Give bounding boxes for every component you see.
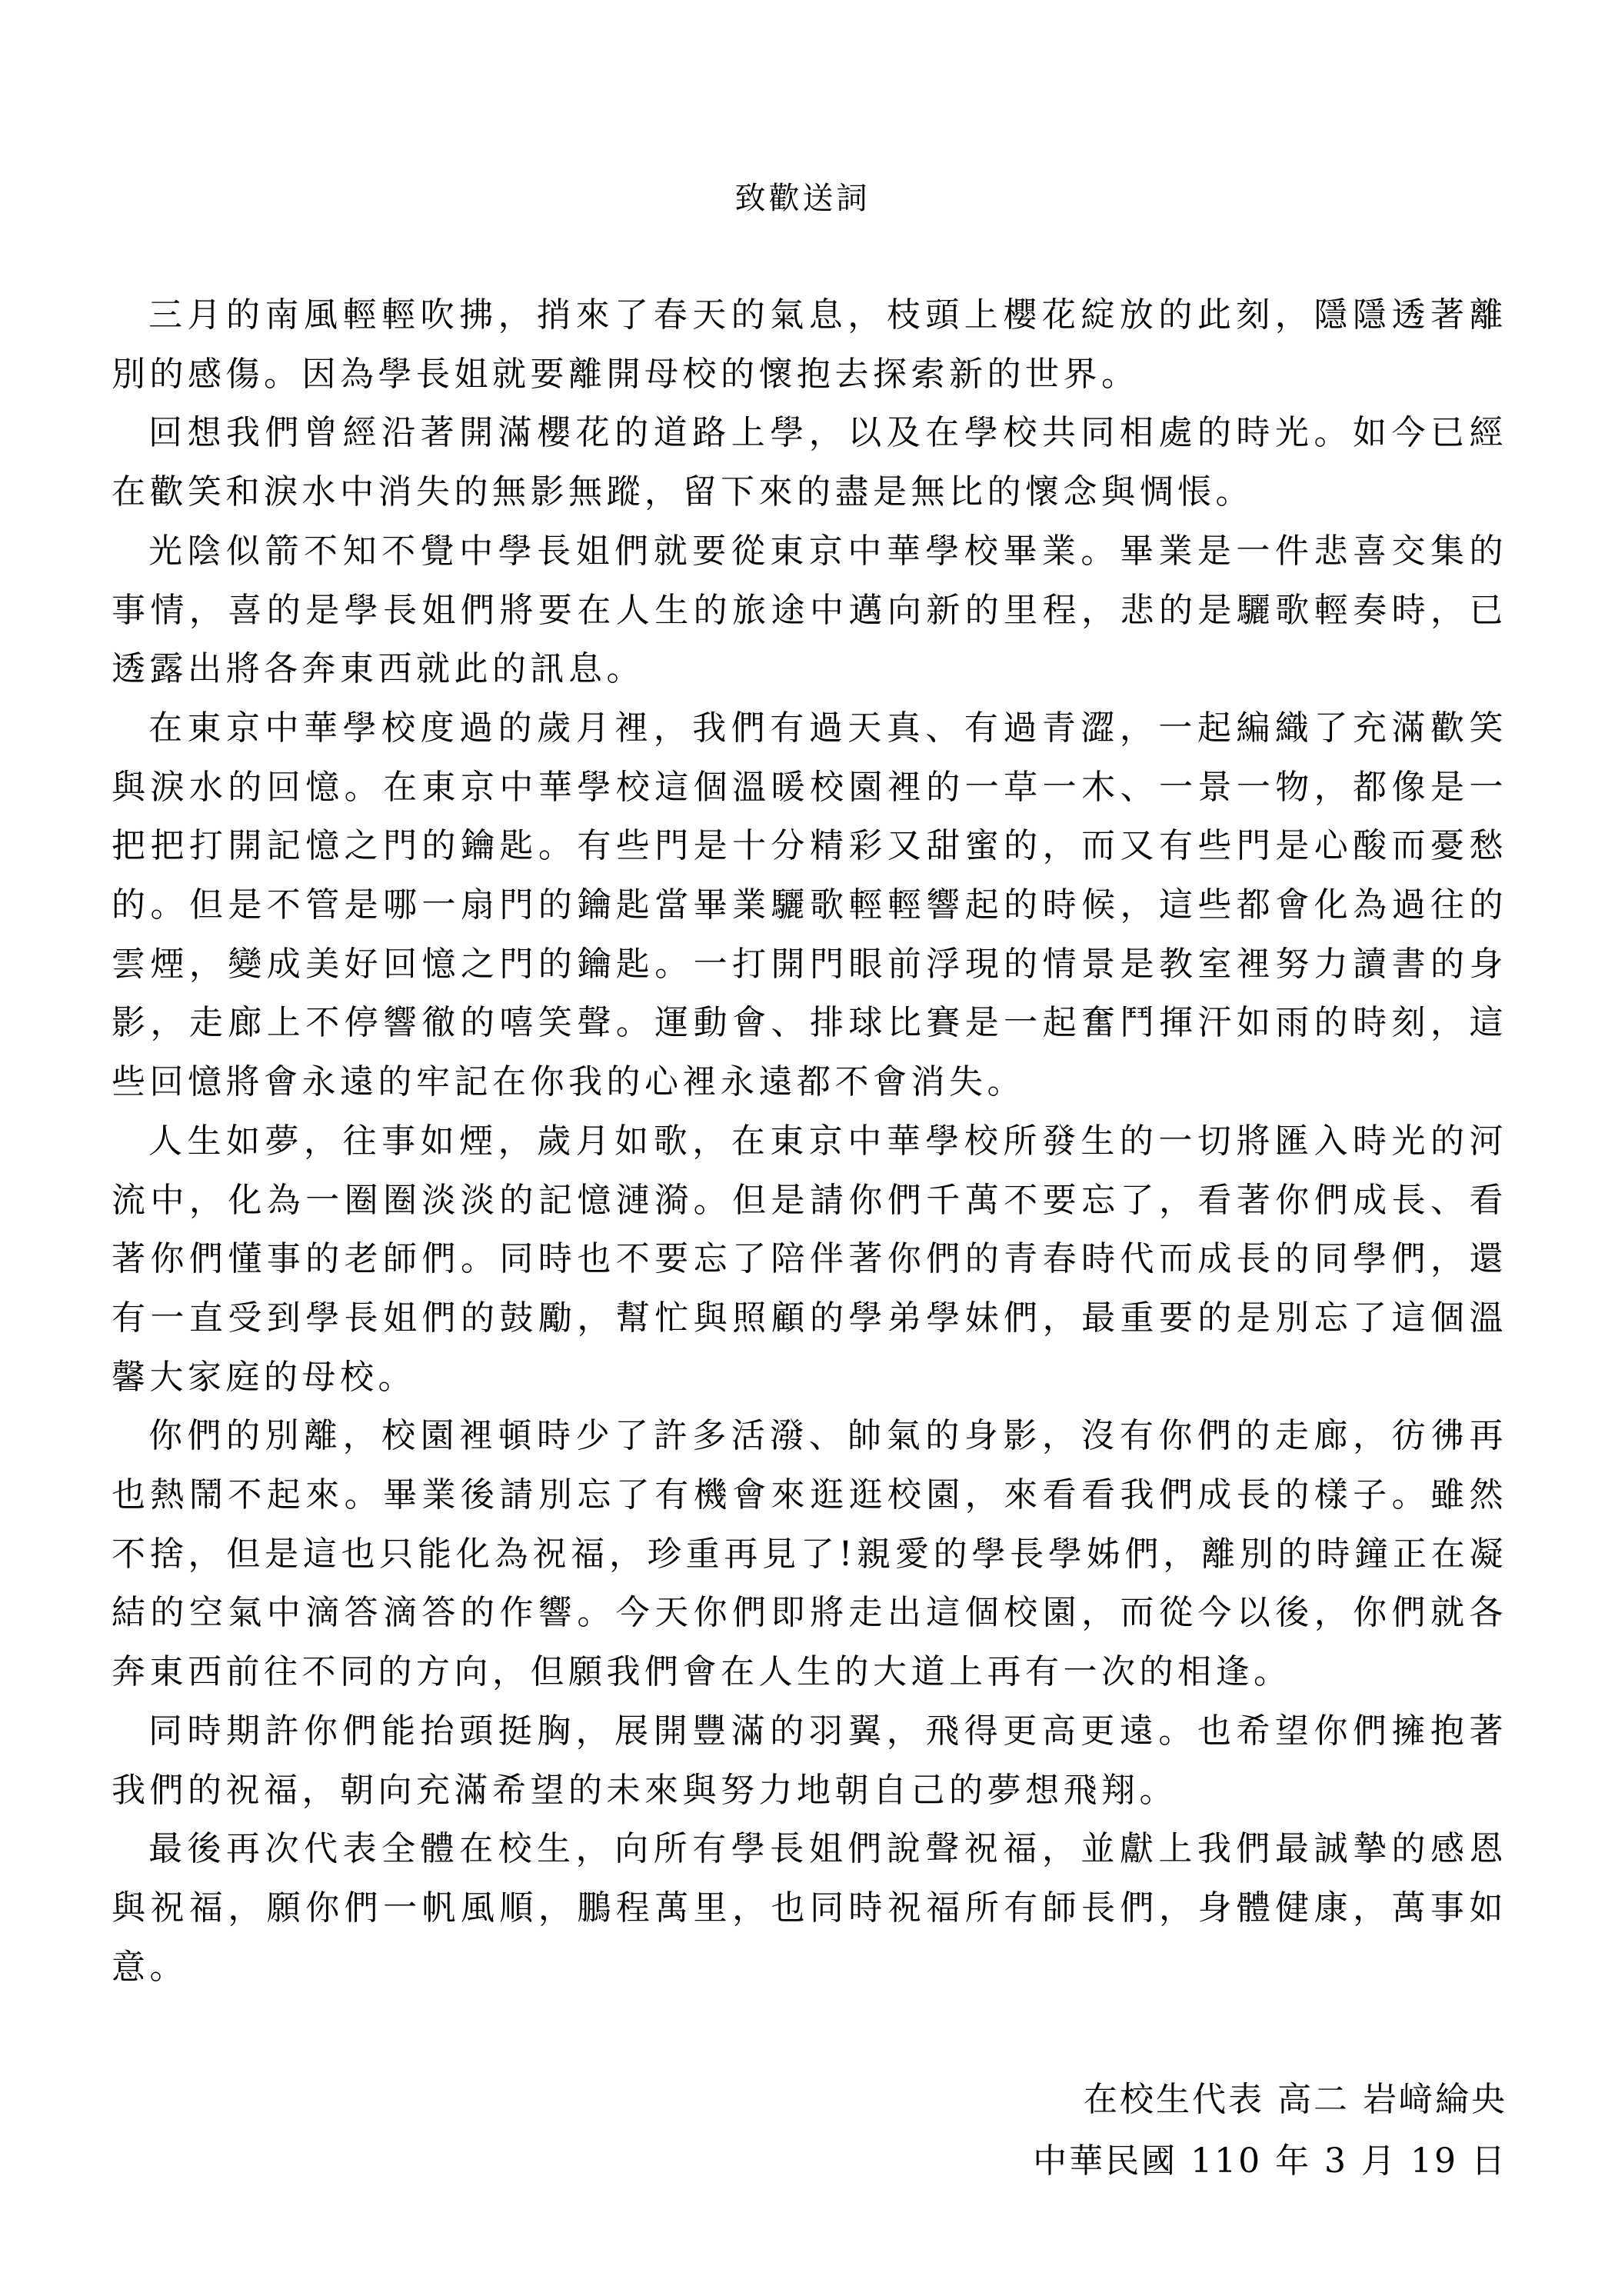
signature-author: 在校生代表 高二 岩﨑綸央 <box>1084 2080 1507 2119</box>
paragraph-5: 人生如夢，往事如煙，歲月如歌，在東京中華學校所發生的一切將匯入時光的河流中，化為一圈圈淡淡的記憶漣漪。但是請你們千萬不要忘了，看著你們成長、看著你們懂事的老師們。同時也不要忘了陪伴著你們的青春時代而成長的同學們，還有一直受到學長姐們的鼓勵，幫忙與照顧的學弟學妹們，最重要的是別忘了這個溫馨大家庭的母校。 <box>112 1121 1507 1397</box>
paragraph-3: 光陰似箭不知不覺中學長姐們就要從東京中華學校畢業。畢業是一件悲喜交集的事情，喜的是學長姐們將要在人生的旅途中邁向新的里程，悲的是驪歌輕奏時，已透露出將各奔東西就此的訊息。 <box>112 531 1507 689</box>
document-body <box>112 286 1507 1997</box>
signature-date: 中華民國 110 年 3 月 19 日 <box>1033 2141 1507 2181</box>
paragraph-8: 最後再次代表全體在校生，向所有學長姐們說聲祝福，並獻上我們最誠摯的感恩與祝福，願你們一帆風順，鵬程萬里，也同時祝福所有師長們，身體健康，萬事如意。 <box>112 1829 1507 1987</box>
paragraph-2: 回想我們曾經沿著開滿櫻花的道路上學，以及在學校共同相處的時光。如今已經在歡笑和淚水中消失的無影無蹤，留下來的盡是無比的懷念與惆悵。 <box>112 413 1507 512</box>
paragraph-1: 三月的南風輕輕吹拂，捎來了春天的氣息，枝頭上櫻花綻放的此刻，隱隱透著離別的感傷。因為學長姐就要離開母校的懷抱去探索新的世界。 <box>112 295 1507 394</box>
document-title: 致歡送詞 <box>734 181 871 216</box>
paragraph-6: 你們的別離，校園裡頓時少了許多活潑、帥氣的身影，沒有你們的走廊，彷彿再也熱鬧不起來。畢業後請別忘了有機會來逛逛校園，來看看我們成長的樣子。雖然不捨，但是這也只能化為祝福，珍重再見了!親愛的學長學姊們，離別的時鐘正在凝結的空氣中滴答滴答的作響。今天你們即將走出這個校園，而從今以後，你們就各奔東西前往不同的方向，但願我們會在人生的大道上再有一次的相逢。 <box>112 1416 1507 1692</box>
paragraph-4: 在東京中華學校度過的歲月裡，我們有過天真、有過青澀，一起編織了充滿歡笑與淚水的回憶。在東京中華學校這個溫暖校園裡的一草一木、一景一物，都像是一把把打開記憶之門的鑰匙。有些門是十分精彩又甜蜜的，而又有些門是心酸而憂愁的。但是不管是哪一扇門的鑰匙當畢業驪歌輕輕響起的時候，這些都會化為過往的雲煙，變成美好回憶之門的鑰匙。一打開門眼前浮現的情景是教室裡努力讀書的身影，走廊上不停響徹的嘻笑聲。運動會、排球比賽是一起奮鬥揮汗如雨的時刻，這些回憶將會永遠的牢記在你我的心裡永遠都不會消失。 <box>112 708 1507 1102</box>
signature-block <box>1033 2069 1507 2192</box>
paragraph-7: 同時期許你們能抬頭挺胸，展開豐滿的羽翼，飛得更高更遠。也希望你們擁抱著我們的祝福，朝向充滿希望的未來與努力地朝自己的夢想飛翔。 <box>112 1711 1507 1810</box>
